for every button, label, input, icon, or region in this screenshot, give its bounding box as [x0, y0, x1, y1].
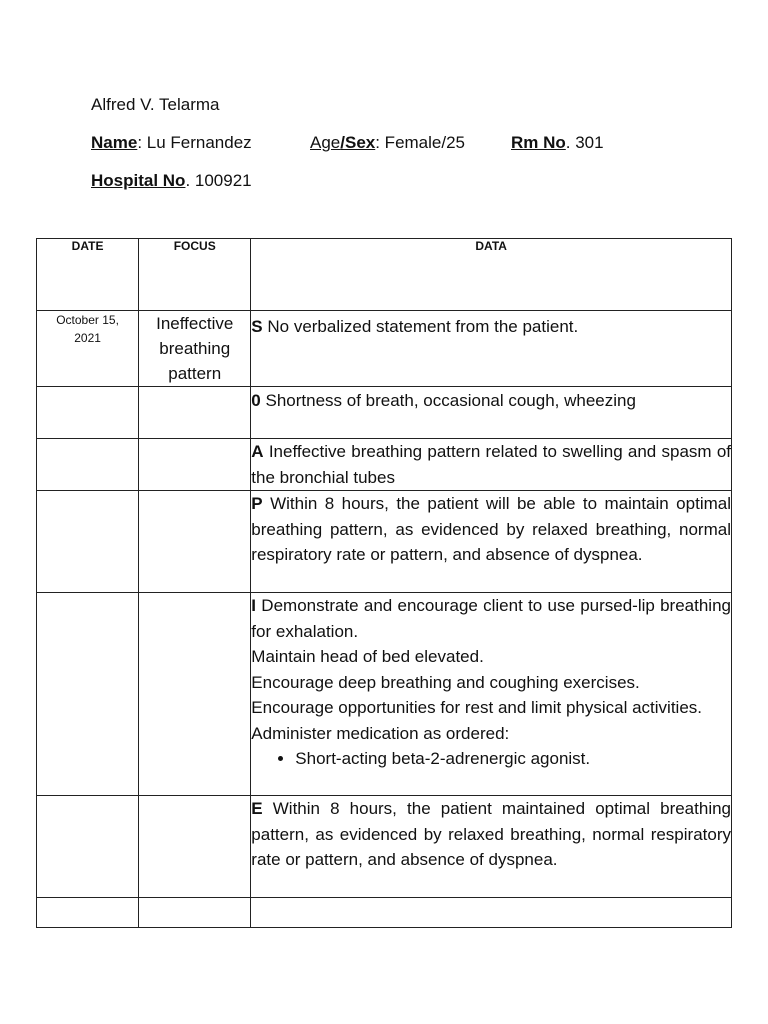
table-header-row [37, 239, 732, 311]
age-sex-line [310, 133, 465, 153]
data-cell-s [251, 311, 732, 387]
empty-focus-cell [139, 387, 251, 439]
rm-label: Rm No [511, 133, 566, 152]
empty-focus-cell [139, 593, 251, 796]
header-date: DATE [37, 239, 139, 311]
o-text: Shortness of breath, occasional cough, wheezing [260, 391, 636, 410]
patient-name-line [91, 133, 252, 153]
e-text: Within 8 hours, the patient maintained optimal breathing pattern, as evidenced by relaxed breathing, normal respiratory rate or pattern, and absence of dyspnea. [251, 799, 731, 869]
rm-value: . 301 [565, 133, 604, 152]
s-text: No verbalized statement from the patient. [262, 317, 579, 336]
medication-bullet-item: • Short-acting beta-2-adrenergic agonist. [295, 746, 731, 772]
table-row-empty [37, 898, 732, 928]
medication-list [251, 746, 731, 772]
empty-date-cell [37, 439, 139, 491]
a-label: A [251, 442, 264, 461]
i-text: Demonstrate and encourage client to use pursed-lip breathing for exhalation. [251, 596, 731, 641]
empty-focus-cell [139, 796, 251, 898]
table-row-p [37, 491, 732, 593]
focus-cell [139, 311, 251, 387]
header-focus: FOCUS [139, 239, 251, 311]
age-sex-value: : Female/25 [375, 133, 465, 152]
hospital-number-line [91, 171, 252, 191]
focus-line-3: pattern [168, 364, 222, 383]
s-label: S [251, 317, 263, 336]
empty-date-cell [37, 491, 139, 593]
focus-line-2: breathing [159, 339, 231, 358]
table-row-s [37, 311, 732, 387]
data-cell-p [251, 491, 732, 593]
empty-focus-cell [139, 491, 251, 593]
i-line-4: Administer medication as ordered: [251, 723, 510, 743]
empty-date-cell [37, 898, 139, 928]
empty-date-cell [37, 593, 139, 796]
date-line-1: October 15, [56, 313, 119, 327]
author-text: Alfred V. Telarma [91, 95, 220, 114]
table-row-o [37, 387, 732, 439]
empty-date-cell [37, 796, 139, 898]
o-label: 0 [251, 391, 261, 410]
sex-label: Sex [344, 133, 376, 152]
date-line-2: 2021 [74, 331, 101, 345]
author-name [91, 95, 220, 115]
p-label: P [251, 494, 263, 513]
e-label: E [251, 799, 263, 818]
data-cell-o [251, 387, 732, 439]
name-value: : Lu Fernandez [137, 133, 252, 152]
data-cell-e [251, 796, 732, 898]
header-data: DATA [251, 239, 732, 311]
age-sex-separator: / [340, 133, 345, 152]
focus-charting-table [36, 238, 732, 928]
empty-date-cell [37, 387, 139, 439]
table-row-a [37, 439, 732, 491]
date-cell [37, 311, 139, 387]
i-line-1: Maintain head of bed elevated. [251, 647, 484, 666]
room-number-line [511, 133, 604, 153]
hospital-label: Hospital No [91, 171, 186, 190]
table-row-e [37, 796, 732, 898]
empty-data-cell [251, 898, 732, 928]
i-line-3: Encourage opportunities for rest and limit physical activities. [251, 698, 703, 717]
empty-focus-cell [139, 439, 251, 491]
table-row-i [37, 593, 732, 796]
i-label: I [251, 596, 257, 615]
data-cell-a [251, 439, 732, 491]
p-text: Within 8 hours, the patient will be able to maintain optimal breathing pattern, as evidenced by relaxed breathing, normal respiratory rate or pattern, and absence of dyspnea. [251, 494, 731, 564]
data-cell-i [251, 593, 732, 796]
name-label: Name [91, 133, 138, 152]
age-label: Age [310, 133, 341, 152]
a-text: Ineffective breathing pattern related to swelling and spasm of the bronchial tubes [251, 442, 731, 487]
i-line-2: Encourage deep breathing and coughing exercises. [251, 672, 640, 692]
focus-line-1: Ineffective [156, 314, 234, 333]
empty-focus-cell [139, 898, 251, 928]
hospital-value: . 100921 [185, 171, 252, 190]
